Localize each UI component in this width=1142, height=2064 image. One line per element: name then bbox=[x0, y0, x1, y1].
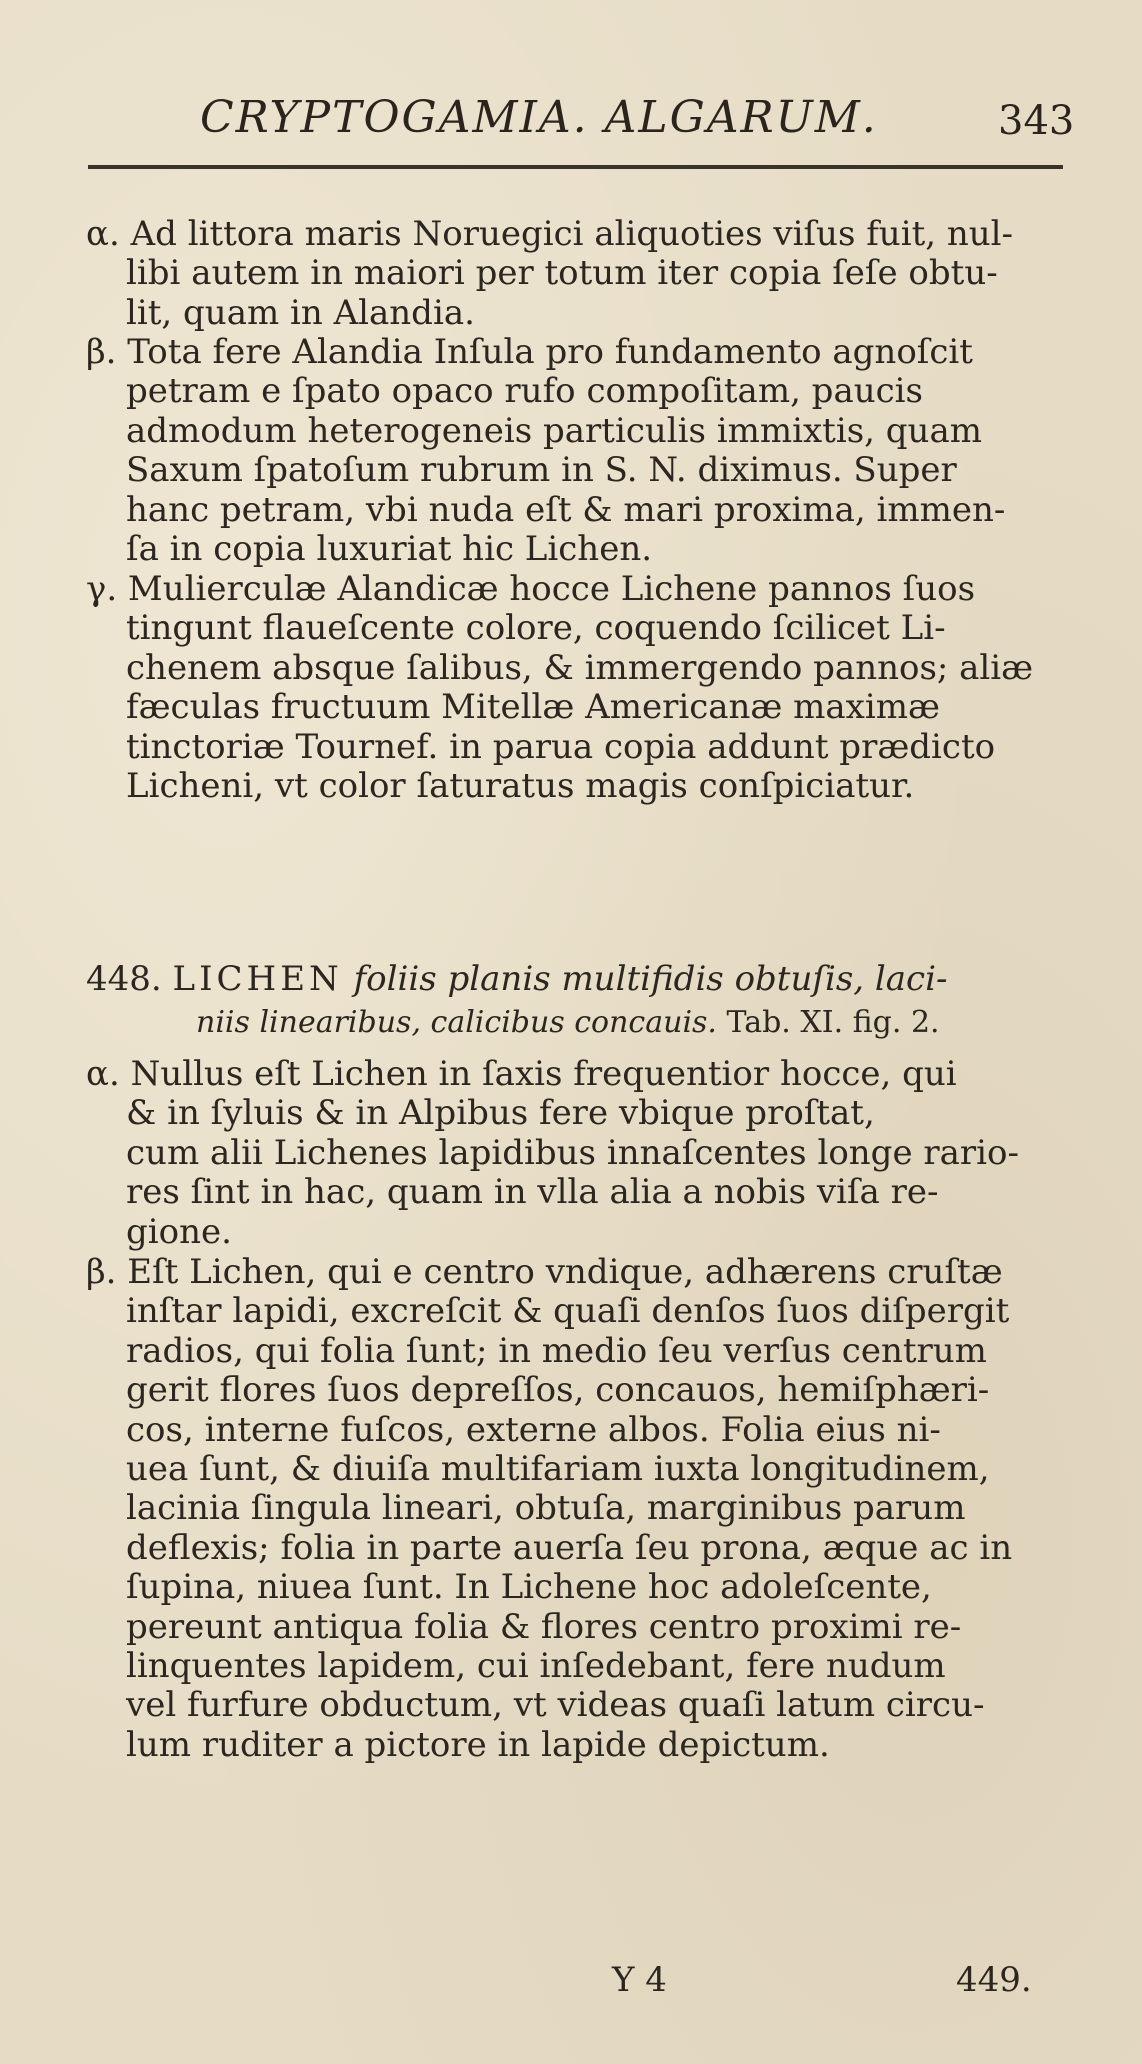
page-header bbox=[200, 92, 1080, 152]
text-line: lum ruditer a pictore in lapide depictum. bbox=[126, 1724, 830, 1765]
text-line: admodum heterogeneis particulis immixtis, quam bbox=[126, 410, 982, 451]
text-line: Saxum ſpatoſum rubrum in S. N. diximus. Super bbox=[126, 450, 957, 491]
text-line: deflexis; folia in parte auerſa ſeu prona, æque ac in bbox=[126, 1527, 1013, 1568]
text-line: γ. Mulierculæ Alandicæ hocce Lichene pannos ſuos bbox=[86, 569, 976, 609]
text-line: tingunt flaueſcente colore, coquendo ſcilicet Li- bbox=[126, 608, 946, 649]
text-line: inſtar lapidi, excreſcit & quaſi denſos ſuos diſpergit bbox=[126, 1291, 1010, 1332]
text-line: Licheni, vt color ſaturatus magis conſpiciatur. bbox=[126, 765, 915, 806]
header-rule bbox=[88, 165, 1063, 169]
paragraph-alpha-2 bbox=[86, 1055, 1071, 1252]
text-line: chenem absque ſalibus, & immergendo pannos; aliæ bbox=[126, 647, 1034, 688]
page-number: 343 bbox=[998, 98, 1075, 144]
entry-description-1: foliis planis multifidis obtuſis, laci- bbox=[353, 959, 948, 999]
text-line: cum alii Lichenes lapidibus innaſcentes longe rario- bbox=[126, 1132, 1019, 1173]
text-line: uea ſunt, & diuiſa multifariam iuxta longitudinem, bbox=[126, 1448, 990, 1489]
text-line: tinctoriæ Tournef. in parua copia addunt prædicto bbox=[126, 726, 996, 767]
text-line: ſa in copia luxuriat hic Lichen. bbox=[126, 528, 653, 569]
paragraph-gamma-1 bbox=[86, 570, 1071, 806]
text-line: petram e ſpato opaco rufo compoſitam, paucis bbox=[126, 371, 923, 412]
text-line: & in ſyluis & in Alpibus fere vbique proſtat, bbox=[126, 1093, 875, 1134]
text-line: radios, qui folia ſunt; in medio ſeu verſus centrum bbox=[126, 1330, 987, 1371]
text-line: β. Eſt Lichen, qui e centro vndique, adhærens cruſtæ bbox=[86, 1252, 1003, 1292]
text-line: pereunt antiqua folia & flores centro proximi re- bbox=[126, 1606, 962, 1647]
paragraph-beta-1 bbox=[86, 333, 1071, 569]
text-line: ſupina, niuea ſunt. In Lichene hoc adoleſcente, bbox=[126, 1567, 932, 1608]
entry-reference: Tab. XI. fig. 2. bbox=[726, 1005, 940, 1040]
entry-heading-line-1 bbox=[86, 958, 1071, 1001]
entry-heading-line-2 bbox=[86, 1001, 1071, 1044]
text-line: vel furfure obductum, vt videas quaſi latum circu- bbox=[126, 1685, 985, 1726]
entry-number: 448. bbox=[86, 959, 162, 999]
paragraph-alpha-1 bbox=[86, 215, 1071, 333]
text-line: α. Nullus eſt Lichen in ſaxis frequentior hocce, qui bbox=[86, 1054, 957, 1094]
entry-description-2: niis linearibus, calicibus concauis. bbox=[196, 1005, 717, 1040]
text-line: cos, interne fuſcos, externe albos. Folia eius ni- bbox=[126, 1409, 941, 1450]
text-line: β. Tota fere Alandia Inſula pro fundamento agnoſcit bbox=[86, 332, 973, 372]
text-line: α. Ad littora maris Noruegici aliquoties viſus fuit, nul- bbox=[86, 214, 1013, 254]
entry-heading bbox=[86, 958, 1071, 1044]
text-line: lacinia ſingula lineari, obtuſa, marginibus parum bbox=[126, 1488, 966, 1529]
text-line: linquentes lapidem, cui inſedebant, fere nudum bbox=[126, 1645, 946, 1686]
running-title: CRYPTOGAMIA. ALGARUM. bbox=[200, 92, 878, 143]
text-line: libi autem in maiori per totum iter copia ſeſe obtu- bbox=[126, 253, 998, 294]
text-line: fæculas fructuum Mitellæ Americanæ maximæ bbox=[126, 687, 940, 728]
text-line: gerit flores ſuos depreſſos, concauos, hemiſphæri- bbox=[126, 1370, 990, 1411]
paragraph-beta-2 bbox=[86, 1253, 1071, 1765]
signature-mark: Y 4 bbox=[612, 1960, 667, 2000]
text-line: gione. bbox=[126, 1211, 232, 1252]
text-line: lit, quam in Alandia. bbox=[126, 292, 475, 333]
entry-name: LICHEN bbox=[172, 959, 343, 999]
text-line: hanc petram, vbi nuda eſt & mari proxima, immen- bbox=[126, 489, 1006, 530]
text-line: res ſint in hac, quam in vlla alia a nobis viſa re- bbox=[126, 1172, 939, 1213]
catchword: 449. bbox=[956, 1960, 1032, 2000]
